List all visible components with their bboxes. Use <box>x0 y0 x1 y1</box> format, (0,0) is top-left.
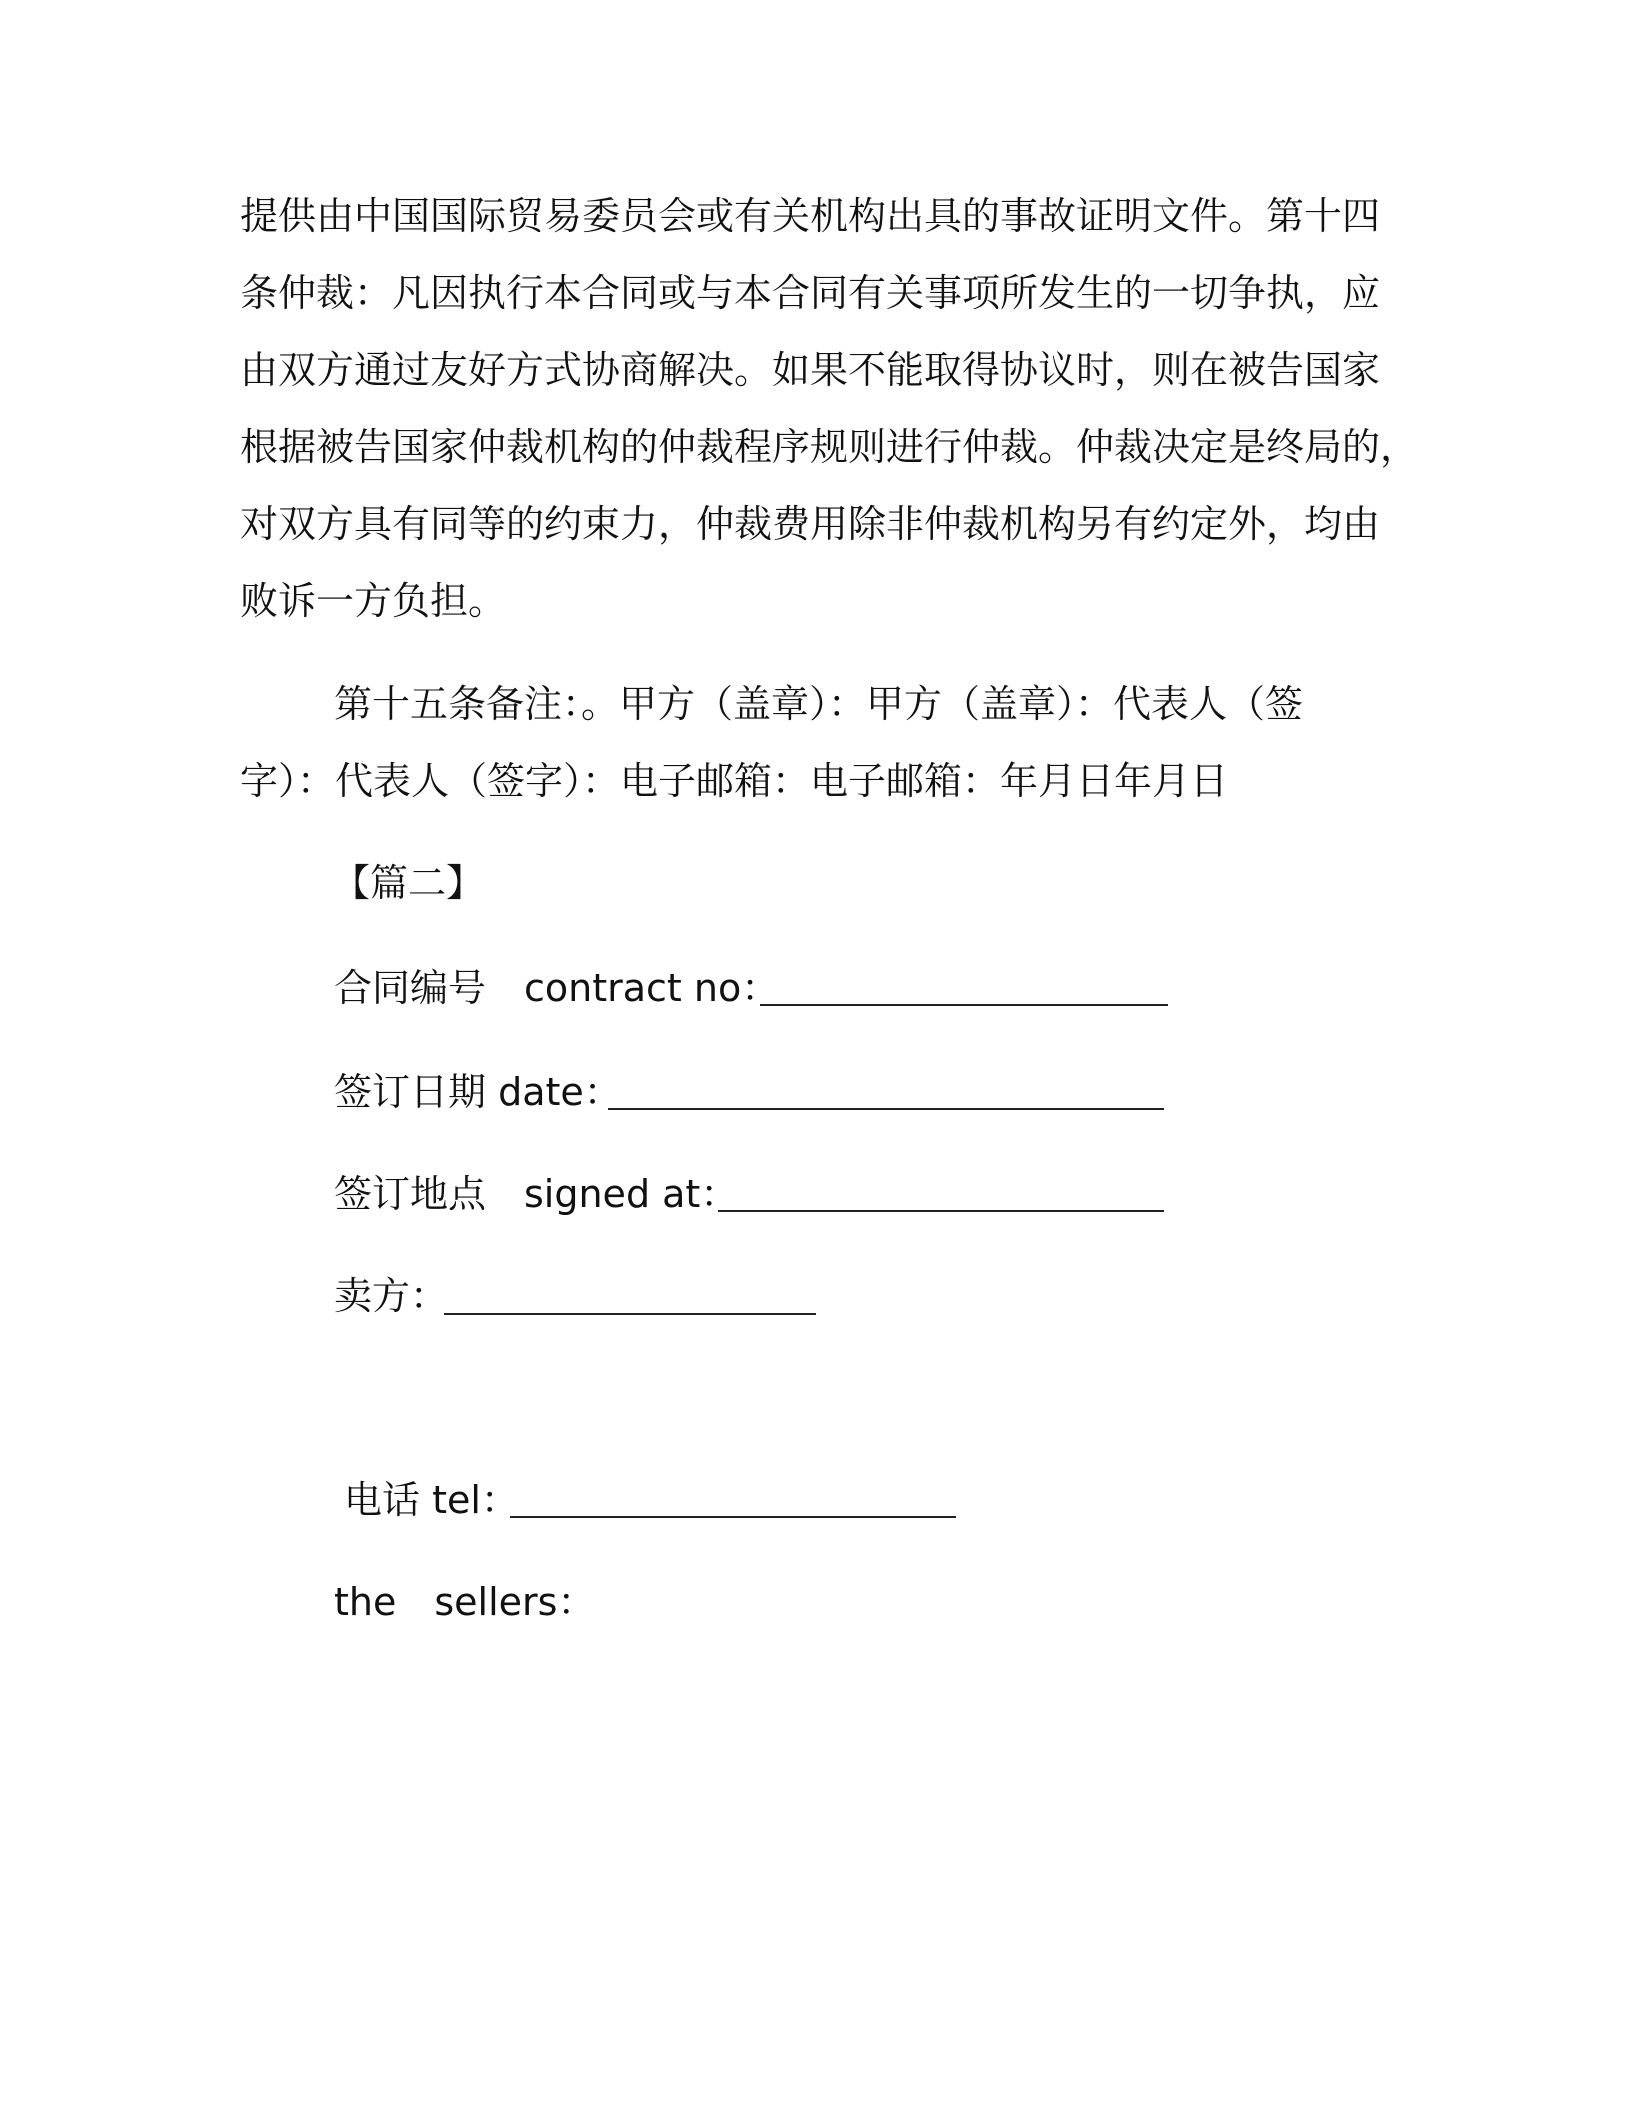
signed-at-field[interactable] <box>718 1210 1164 1212</box>
article-15-line-2: 字）：代表人（签字）：电子邮箱：电子邮箱：年月日年月日 <box>240 759 1229 803</box>
article-14-line-2: 条仲裁：凡因执行本合同或与本合同有关事项所发生的一切争执，应 <box>240 271 1381 315</box>
date-label: 签订日期 date： <box>334 1070 622 1114</box>
tel-label: 电话 tel： <box>344 1478 519 1522</box>
seller-field[interactable] <box>444 1313 816 1315</box>
article-15-line-1: 第十五条备注：。甲方（盖章）：甲方（盖章）：代表人（签 <box>334 682 1304 726</box>
tel-field[interactable] <box>510 1516 956 1518</box>
date-field[interactable] <box>608 1108 1164 1110</box>
seller-label: 卖方： <box>334 1274 449 1318</box>
article-14-line-3: 由双方通过友好方式协商解决。如果不能取得协议时，则在被告国家 <box>240 348 1381 392</box>
article-15-paragraph <box>240 666 1390 820</box>
article-14-line-5: 对双方具有同等的约束力，仲裁费用除非仲裁机构另有约定外，均由 <box>240 502 1381 546</box>
signed-at-label: 签订地点 signed at： <box>334 1172 739 1216</box>
the-sellers-label: the sellers： <box>334 1580 596 1624</box>
article-14-line-6: 败诉一方负担。 <box>240 579 507 623</box>
article-14-line-4: 根据被告国家仲裁机构的仲裁程序规则进行仲裁。仲裁决定是终局的， <box>240 425 1419 469</box>
section-heading: 【篇二】 <box>332 861 485 905</box>
contract-no-label: 合同编号 contract no： <box>334 966 780 1010</box>
article-14-line-1: 提供由中国国际贸易委员会或有关机构出具的事故证明文件。第十四 <box>240 194 1381 238</box>
contract-no-field[interactable] <box>760 1004 1168 1006</box>
article-14-paragraph <box>240 178 1419 640</box>
